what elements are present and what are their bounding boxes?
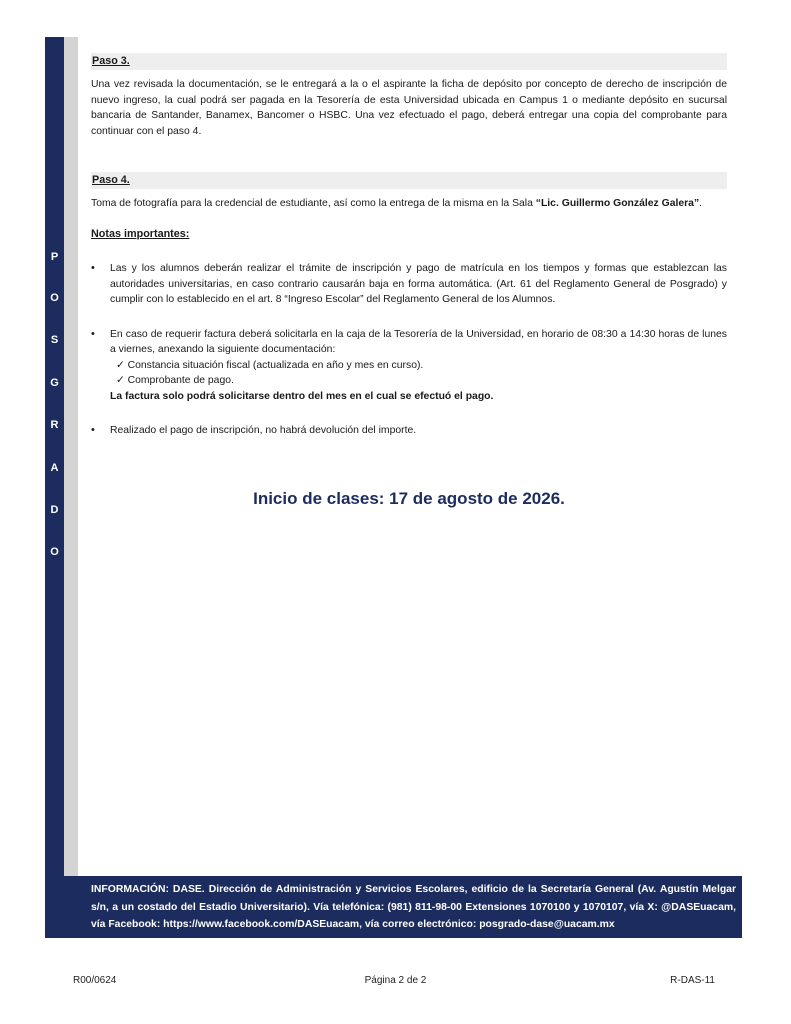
room-name: “Lic. Guillermo González Galera” — [535, 198, 700, 209]
check-item: ✓ Constancia situación fiscal (actualizada en año y mes en curso). — [116, 359, 424, 371]
classes-start-title: Inicio de clases: 17 de agosto de 2026. — [253, 489, 565, 508]
sidebar-letter: O — [50, 292, 59, 304]
form-code: R-DAS-11 — [670, 975, 715, 986]
check-item: ✓ Comprobante de pago. — [116, 375, 234, 386]
list-item: • En caso de requerir factura deberá solicitarla en la caja de la Tesorería de la Universidad, en horario de 08:30 a 14:30 horas de lunes a viernes, anexando la siguiente documentación: ✓ Constancia situación fiscal (actualizada en año y mes en curso). ✓ Comprobante de pago. La factura solo podrá solicitarse dentro del mes en el cual se efectuó el pago. — [91, 327, 727, 405]
document-code: R00/0624 — [73, 975, 117, 986]
notes-heading: Notas importantes: — [91, 227, 190, 240]
bullet-icon: • — [91, 424, 95, 436]
check-icon: ✓ — [116, 375, 125, 386]
info-footer-text: INFORMACIÓN: DASE. Dirección de Administración y Servicios Escolares, edificio de la Secretaría General (Av. Agustín Melgar s/n, a un costado del Estadio Universitario). Vía telefónica: (981) 811-98-00 Extensiones 1070100 y 1070107, vía X: @DASEuacam, vía Facebook: https://www.facebook.com/DASEuacam, vía correo electrónico: posgrado-dase@uacam.mx — [91, 884, 736, 930]
sidebar-letter: P — [50, 251, 59, 263]
sidebar-shadow — [64, 37, 78, 876]
step-4-text: Toma de fotografía para la credencial de estudiante, así como la entrega de la misma en la Sala “Lic. Guillermo González Galera”. — [91, 198, 703, 209]
sidebar-letter: A — [50, 462, 59, 474]
sidebar-letter: R — [50, 419, 59, 431]
sidebar-bar — [45, 37, 64, 938]
page-number: Página 2 de 2 — [364, 975, 427, 986]
bullet-icon: • — [91, 262, 95, 274]
sidebar-letter: S — [50, 334, 59, 346]
invoice-note: La factura solo podrá solicitarse dentro del mes en el cual se efectuó el pago. — [110, 390, 494, 402]
bullet-icon: • — [91, 327, 95, 340]
step-3-heading: Paso 3. — [91, 53, 727, 70]
sidebar-letter: D — [50, 504, 59, 516]
notes-list — [91, 261, 727, 439]
sidebar-letter: O — [50, 546, 59, 558]
sidebar-letter: G — [50, 377, 59, 389]
list-item: • Las y los alumnos deberán realizar el trámite de inscripción y pago de matrícula en los tiempos y formas que establezcan las autoridades universitarias, en caso contrario causarán baja en forma automática. (Art. 61 del Reglamento General de Posgrado) y cumplir con lo establecido en el art. 8 “Ingreso Escolar” del Reglamento General de los Alumnos. — [91, 262, 727, 305]
step-3-text: Una vez revisada la documentación, se le entregará a la o el aspirante la ficha de depósito por concepto de derecho de inscripción de nuevo ingreso, la cual podrá ser pagada en la Tesorería de esta Universidad ubicada en Campus 1 o mediante depósito en sucursal bancaria de Santander, Banamex, Bancomer o HSBC. Una vez efectuado el pago, deberá entregar una copia del comprobante para continuar con el paso 4. — [91, 79, 727, 137]
check-icon: ✓ — [116, 359, 125, 371]
list-item: • Realizado el pago de inscripción, no habrá devolución del importe. — [91, 423, 727, 439]
document-body — [91, 53, 727, 439]
step-4-heading: Paso 4. — [91, 172, 727, 189]
